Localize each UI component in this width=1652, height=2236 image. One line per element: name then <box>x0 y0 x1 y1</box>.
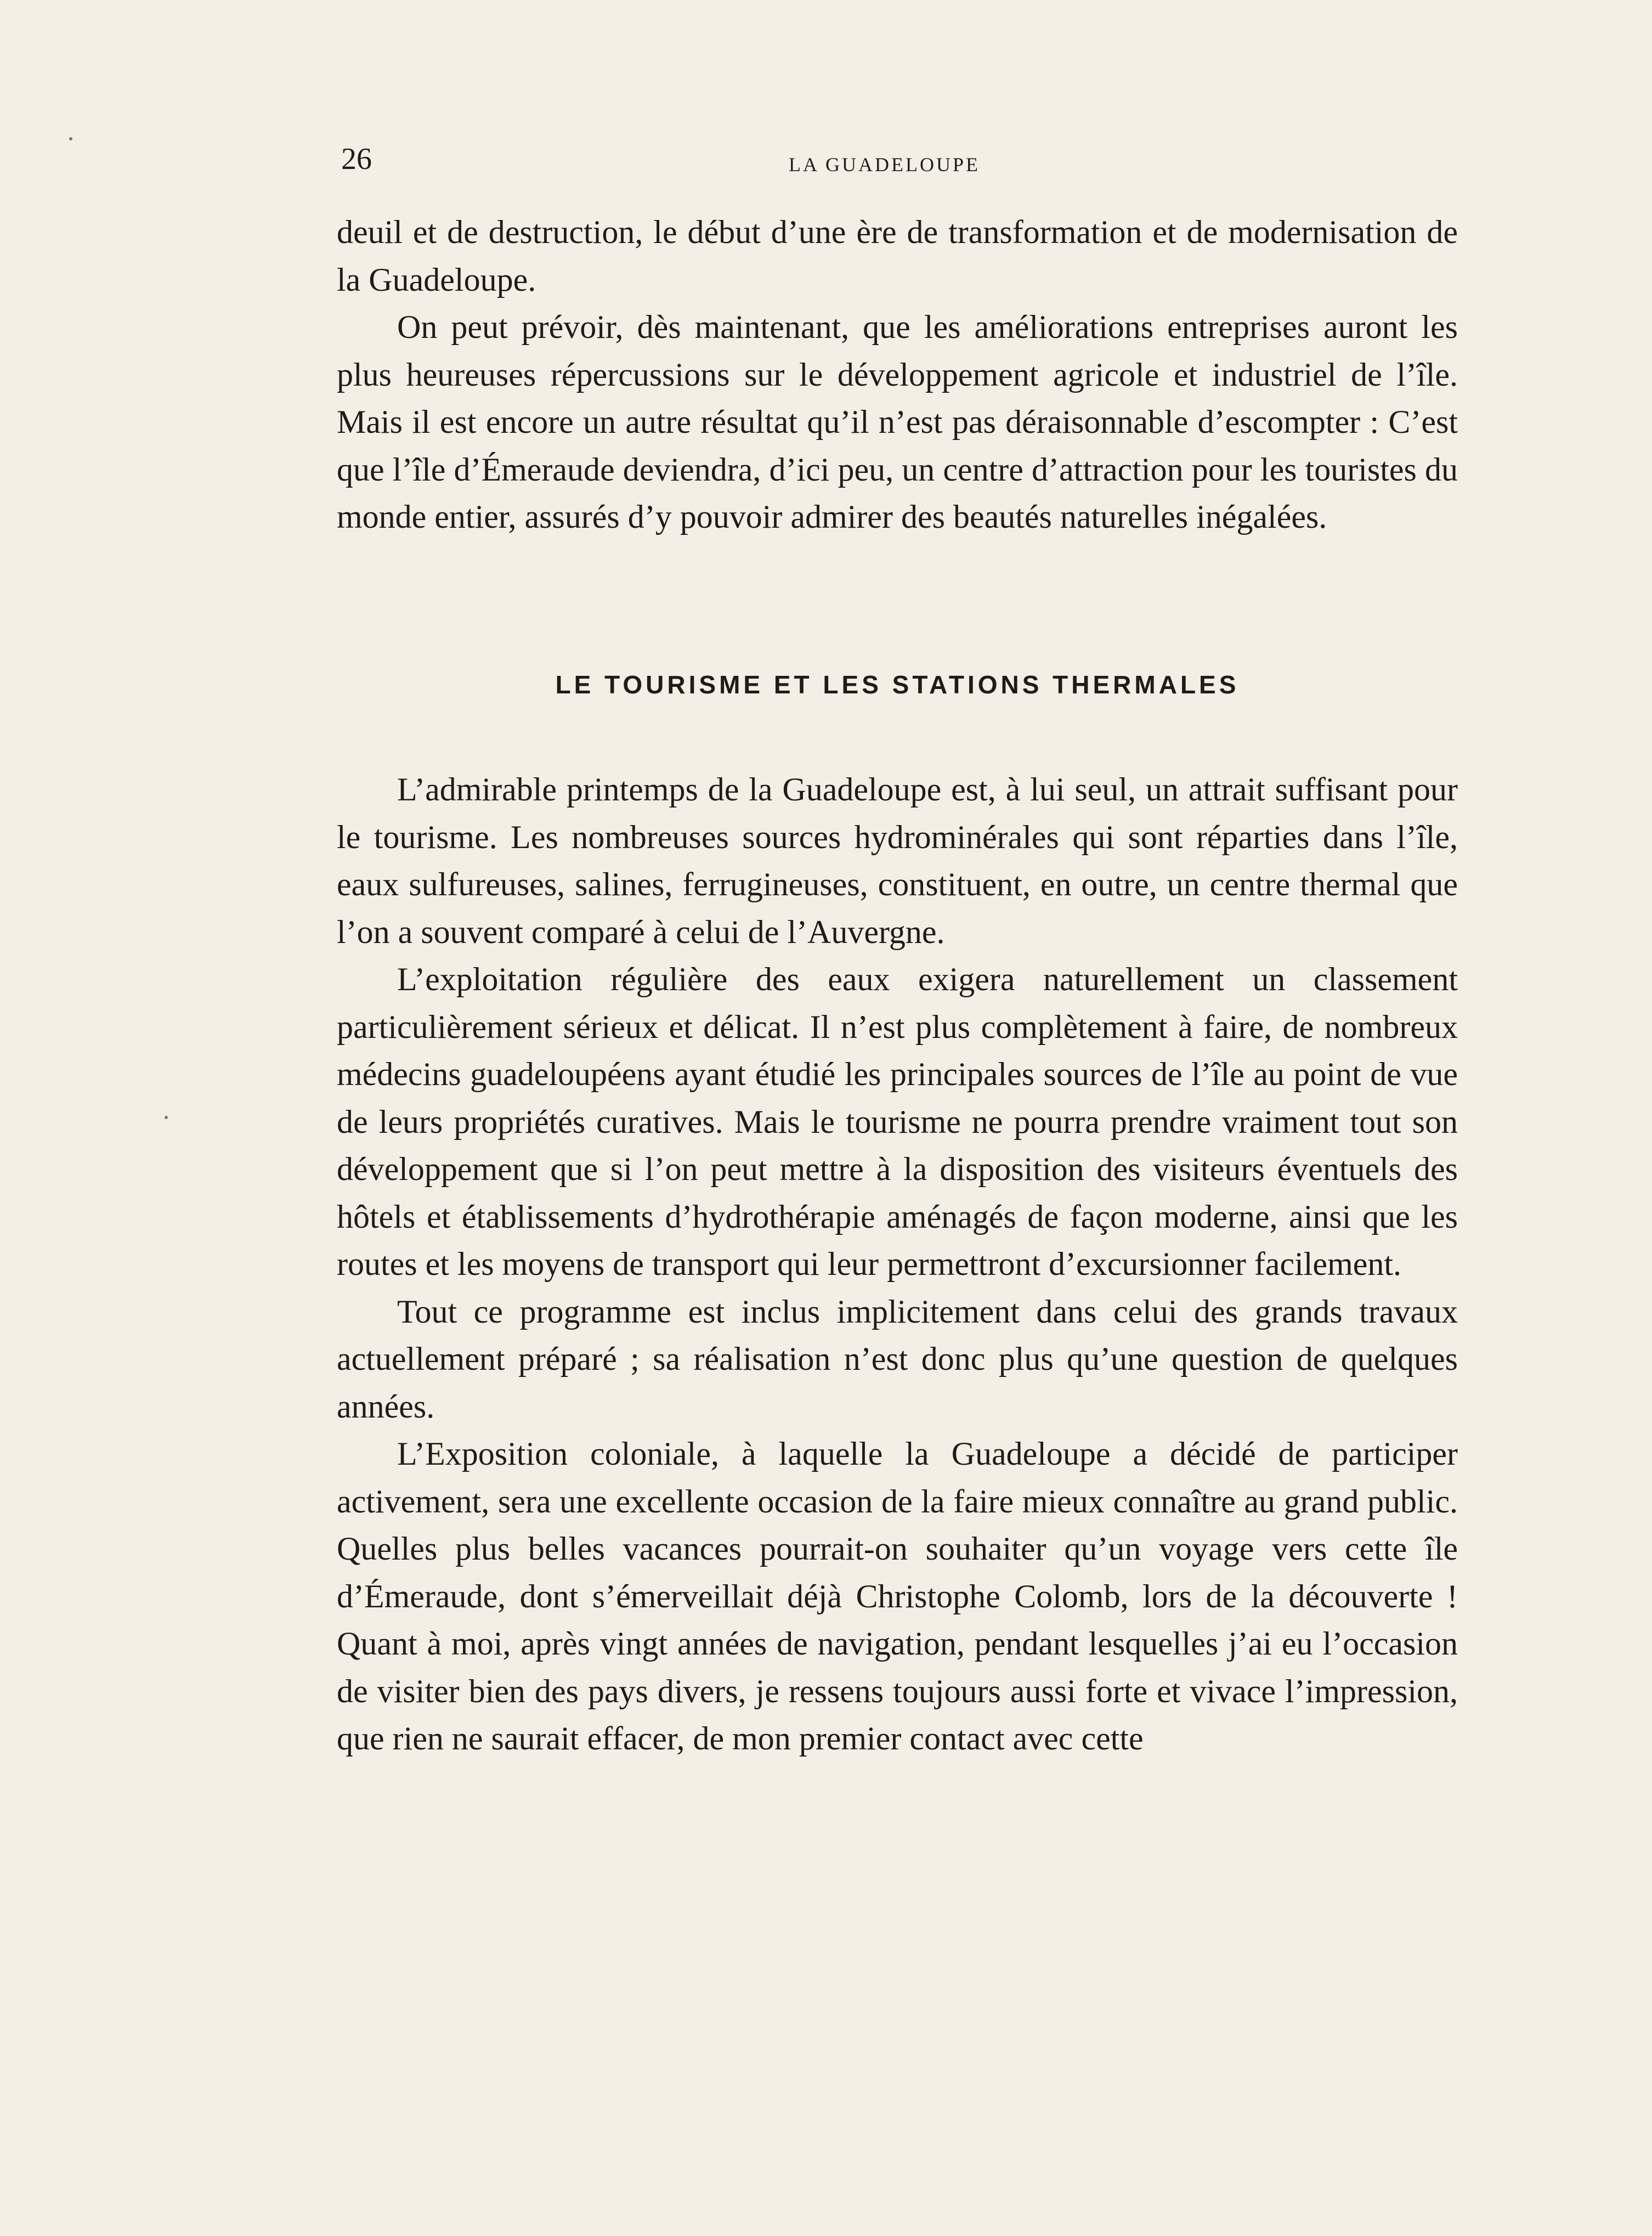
paragraph: L’Exposition coloniale, à laquelle la Guadeloupe a décidé de participer activement, sera une excellente occasion de la faire mieux connaître au grand public. Quelles plus belles vacances pourrait-on souhaiter qu’un voyage vers cette île d’Émeraude, dont s’émerveillait déjà Christophe Colomb, lors de la découverte ! Quant à moi, après vingt années de navigation, pendant lesquelles j’ai eu l’occasion de visiter bien des pays divers, je ressens toujours aussi forte et vivace l’impression, que rien ne saurait effacer, de mon premier contact avec cette <box>337 1436 1458 1757</box>
top-text-block <box>337 208 1458 541</box>
paragraph: Tout ce programme est inclus implicitement dans celui des grands travaux actuellement préparé ; sa réalisation n’est donc plus qu’une question de quelques années. <box>337 1293 1458 1425</box>
page-number: 26 <box>341 142 372 176</box>
paragraph: On peut prévoir, dès maintenant, que les améliorations entreprises auront les plus heureuses répercussions sur le développement agricole et industriel de l’île. Mais il est encore un autre résultat qu’il n’est pas déraisonnable d’escompter : C’est que l’île d’Émeraude deviendra, d’ici peu, un centre d’attraction pour les touristes du monde entier, assurés d’y pouvoir admirer des beautés naturelles inégalées. <box>337 309 1458 535</box>
paper-speck <box>69 137 72 140</box>
paragraph: L’admirable printemps de la Guadeloupe est, à lui seul, un attrait suffisant pour le tourisme. Les nombreuses sources hydrominérales qui sont réparties dans l’île, eaux sulfureuses, salines, ferrugineuses, constituent, en outre, un centre thermal que l’on a souvent comparé à celui de l’Auvergne. <box>337 771 1458 950</box>
section-text-block <box>337 766 1458 1763</box>
paragraph: L’exploitation régulière des eaux exigera naturellement un classement particulièrement sérieux et délicat. Il n’est plus complètement à faire, de nombreux médecins guadeloupéens ayant étudié les principales sources de l’île au point de vue de leurs propriétés curatives. Mais le tourisme ne pourra prendre vraiment tout son développement que si l’on peut mettre à la disposition des visiteurs éventuels des hôtels et établissements d’hydrothérapie aménagés de façon moderne, ainsi que les routes et les moyens de transport qui leur permettront d’excursionner facilement. <box>337 961 1458 1282</box>
paragraph: deuil et de destruction, le début d’une ère de transformation et de modernisation de la Guadeloupe. <box>337 214 1458 298</box>
section-heading: LE TOURISME ET LES STATIONS THERMALES <box>555 670 1240 699</box>
running-title: LA GUADELOUPE <box>789 154 980 176</box>
paper-speck <box>165 1116 168 1119</box>
